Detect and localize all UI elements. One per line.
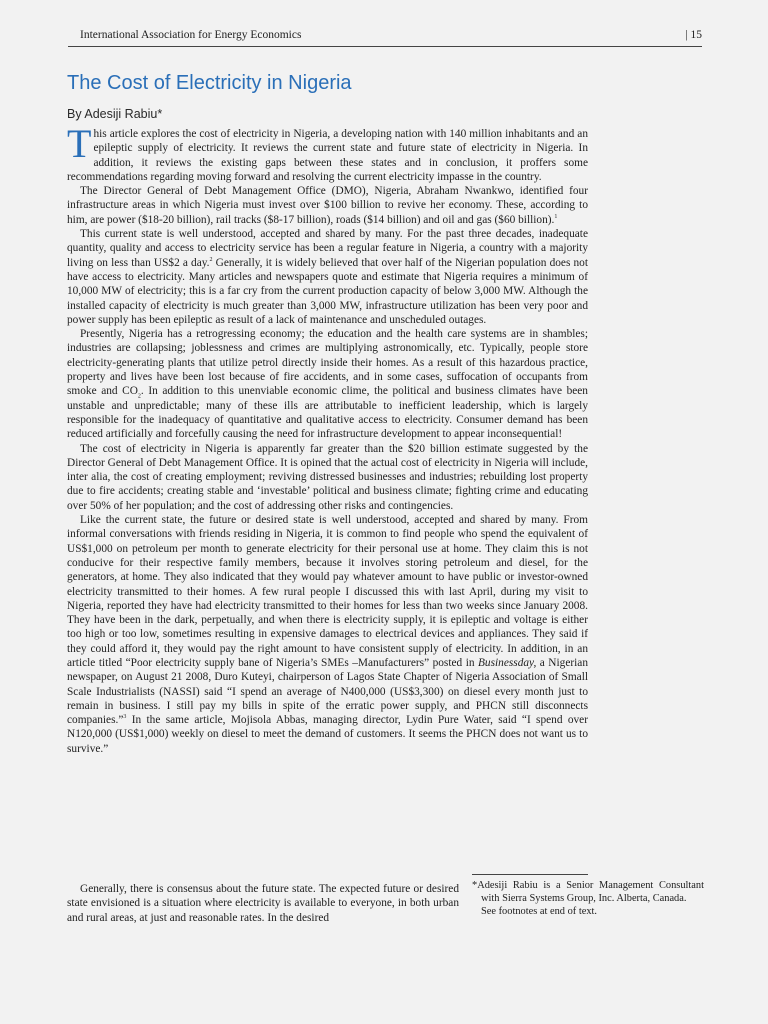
footnote-ref: 1 bbox=[554, 214, 558, 220]
paragraph-dmo: The Director General of Debt Management Office (DMO), Nigeria, Abraham Nwankwo, identified four infrastructure areas in which Nigeria must invest over $100 billion to revive her economy. These, according to him, are power ($18-20 billion), rail tracks ($8-17 billion), roads ($14 billion) and oil and gas ($60 billion).$^1$ bbox=[67, 185, 588, 226]
paragraph-economy: Presently, Nigeria has a retrogressing economy; the education and the health care systems are in shambles; industries are collapsing; joblessness and crimes are multiplying astronomically, etc. Typically, people store electricity-generating plants that utilize petrol directly inside their homes. As a result of this hazardous practice, property and lives have been lost because of fire accidents, and in some cases, suffocation of occupants from smoke and $CO_2$. In addition to this unenviable economic clime, the political and business climates have been unstable and unpredictable; many of these ills are attributable to inefficient leadership, which is largely responsible for the inadequacy of quantitative and qualitative access to electricity. Consumer demand has been reduced artificially and forcefully causing the need for infrastructure development to appear inconsequential! bbox=[67, 328, 588, 441]
newspaper-name: Businessday, bbox=[478, 656, 537, 669]
page-number: | 15 bbox=[685, 29, 702, 41]
paragraph-cost: The cost of electricity in Nigeria is apparently far greater than the $20 billion estimate suggested by the Director General of Debt Management Office. It is opined that the actual cost of electricity in Nigeria will include, inter alia, the cost of creating employment; reviving distressed businesses and industries; rebuilding lost property due to fire accidents; creating stable and ‘investable’ political and business climate; fighting crime and educating over 50% of her population; and the cost of addressing other risks and contingencies. bbox=[67, 442, 588, 512]
running-header bbox=[68, 26, 702, 47]
footnote-ref: 3 bbox=[123, 714, 127, 721]
footnote-divider bbox=[472, 874, 588, 875]
author-note: *Adesiji Rabiu is a Senior Management Consultant with Sierra Systems Group, Inc. Alberta, Canada. bbox=[472, 880, 704, 905]
author-footnote bbox=[472, 879, 704, 919]
paragraph-consensus: Generally, there is consensus about the future state. The expected future or desired state envisioned is a situation where electricity is available to everyone, in both urban and rural areas, at just and reasonable rates. In the desired bbox=[67, 883, 459, 924]
byline: By Adesiji Rabiu* bbox=[67, 107, 163, 121]
subscript: 2 bbox=[137, 393, 141, 400]
journal-name: International Association for Energy Economics bbox=[80, 29, 302, 41]
article-body bbox=[67, 121, 588, 756]
drop-cap: T bbox=[67, 121, 92, 166]
paragraph-current-state: This current state is well understood, accepted and shared by many. For the past three decades, inadequate quantity, quality and access to electricity service has been a regular feature in Nigeria, a country with a majority living on less than US$2 a day.$^2$ Generally, it is widely believed that over half of the Nigerian population does not have access to electricity. Many articles and newspapers quote and estimate that Nigeria requires a minimum of 10,000 MW of electricity; this is a far cry from the current production capacity of below 3,000 MW. Although the installed capacity of electricity is much greater than 3,000 MW, infrastructure utilization has been very poor and power supply has been epileptic as result of a lack of maintenance and unscheduled outages. bbox=[67, 228, 588, 326]
paragraph-intro: This article explores the cost of electricity in Nigeria, a developing nation with 140 million inhabitants and an epileptic supply of electricity. It reviews the current state and future state of electricity in Nigeria. In addition, it reviews the existing gaps between these states and in conclusion, it proffers some recommendations regarding moving forward and resolving the current electricity impasse in the country. bbox=[67, 121, 588, 183]
footnote-ref: 2 bbox=[209, 256, 213, 263]
see-footnotes-note: See footnotes at end of text. bbox=[481, 906, 597, 918]
article-title: The Cost of Electricity in Nigeria bbox=[67, 72, 352, 94]
article-body-continued bbox=[67, 882, 459, 925]
paragraph-future-state: Like the current state, the future or desired state is well understood, accepted and shared by many. From informal conversations with friends residing in Nigeria, it is common to find people who spend the equivalent of US$1,000 on petroleum per month to generate electricity for their personal use at home. They claim this is not conducive for their respective family members, because it involves storing petroleum and diesel, for the generators, at home. They also indicated that they would pay whatever amount to have public or investor-owned electricity transmitted to their homes. A few rural people I discussed this with last April, during my visit to Nigeria, reported they have had electricity transmitted to their homes for less than two weeks since January 2008. They have been in the dark, perpetually, and when there is electricity supply, it is epileptic and voltage is either too high or too low, sometimes resulting in expensive damages to electrical devices and appliances. They said if they could afford it, they would pay the right amount to have consistent supply of electricity. In addition, in an article titled “Poor electricity supply bane of Nigeria’s SMEs –Manufacturers” posted in Businessday, a Nigerian newspaper, on August 21 2008, Duro Kuteyi, chairperson of Lagos State Chapter of Nigeria Association of Small Scale Industrialists (NASSI) said “I spend an average of N400,000 (US$3,300) on diesel every month just to remain in business. I still pay my bills in spite of the erratic power supply, and PHCN still disconnects companies.”$^3$ In the same article, Mojisola Abbas, managing director, Lydin Pure Water, said “I spend over N120,000 (US$1,000) weekly on diesel to meet the demand of customers. It seems the PHCN does not want us to survive.” bbox=[67, 514, 588, 755]
